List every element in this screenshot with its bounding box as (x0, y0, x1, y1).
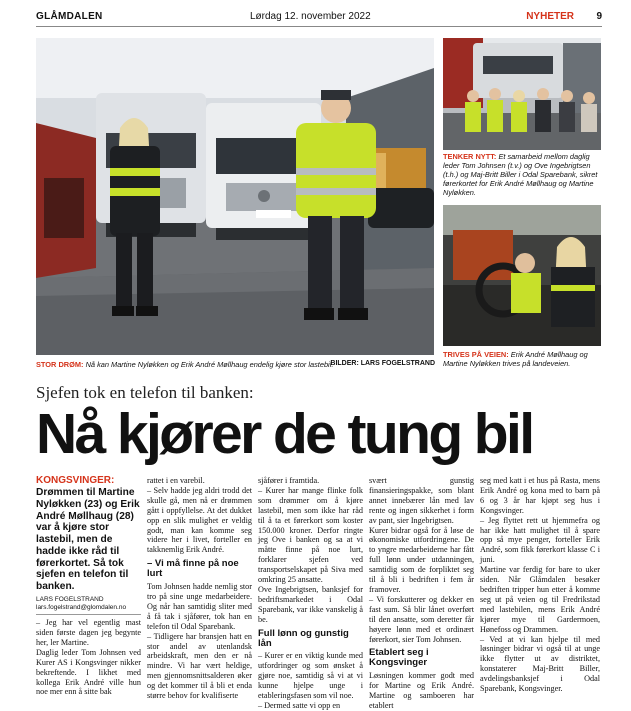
main-photo-illustration (36, 38, 434, 355)
issue-date: Lørdag 12. november 2022 (250, 11, 371, 22)
column-4-top: svært gunstig finansieringspakke, som blant annet innebærer lån med lav rente og ingen sikkerhet i form av pant, sier Ingebrigtsen. Kurer bidrar også for å løse de økonomiske utfordringene. De to yngre medarbeiderne har fått full lønn under utdanningen, samtidig som de forpliktet seg til å bli i bedriften i fem år framover. – Vi forskutterer og dekker en fast sum. Så blir lånet overført til den ansatte, som deretter får høyere lønn med et ordinært førerkort, sier Tom Johnsen. (369, 476, 474, 644)
article-column-3 (258, 476, 363, 710)
article-byline (36, 596, 141, 615)
column-3-body: – Kurer er en viktig kunde med utfordringer og som ønsket å gjøre noe, samtidig så vi at vi kunne hjelpe unge i etableringsfasen som vil noe. – Dermed satte vi opp en (258, 651, 363, 710)
main-photo (36, 38, 434, 355)
group-photo (443, 38, 601, 150)
subheading-etablert: Etablert seg i Kongsvinger (369, 647, 429, 669)
column-5-body: seg med katt i et hus på Rasta, mens Erik André og kona med to barn på 6 og 3 år har kjøpt seg hus i Kongsvinger. – Jeg flyttet rett ut hjemmefra og har ikke hatt mulighet til å spare opp så mye penger, forteller Erik André, som fikk førerkort klasse C i juni. Martine var ferdig for bare to uker siden. Når Glåmdalen besøker bedriften tripper hun etter å komme seg ut på veien og til Fredrikstad med lastebilen, mens Erik André kjører mye til Gardermoen, Hønefoss og Drammen. – Ved at vi kan hjelpe til med løsninger bidrar vi også til at unge ikke flytter ut av distriktet, konstaterer Maj-Britt Biller, avdelingsbanksjef i Odal Sparebank, Kongsvinger. (480, 476, 600, 694)
group-photo-illustration (443, 38, 601, 150)
article-column-5 (480, 476, 600, 694)
subheading-finne-paa-noe-lurt: – Vi må finne på noe lurt (147, 558, 239, 580)
byline-name: LARS FOGELSTRAND (36, 596, 104, 604)
article-kicker: Sjefen tok en telefon til banken: (36, 383, 254, 402)
main-caption-label: STOR DRØM: (36, 360, 84, 369)
page-header (36, 10, 602, 27)
article-column-4 (369, 476, 474, 710)
newspaper-name: GLÅMDALEN (36, 11, 103, 22)
column-2-body: Tom Johnsen hadde nemlig stor tro på sine unge medarbeidere. Og når han samtidig sliter med å få tak i sjåfører, tok han en telefon til Odal Sparebank. – Tidligere har bransjen hatt en stor andel av utenlandsk arbeidskraft, men den er nå mindre. Vi har vært heldige, men gjennomsnittsalderen øker og det kommer til å bli et enda større behov for kvalifiserte (147, 582, 252, 701)
group-caption-label: TENKER NYTT: (443, 152, 497, 161)
section-label: NYHETER (526, 11, 574, 22)
column-2-top: rattet i en varebil. – Selv hadde jeg aldri trodd det skulle gå, men nå er drømmen gått i oppfyllelse. At det dukket opp en slik mulighet er veldig godt, man kan komme seg videre her i livet, forteller en takknemlig Erik André. (147, 476, 252, 555)
article-dateline: KONGSVINGER: (36, 475, 115, 486)
column-1-body: – Jeg har vel egentlig mast siden første dagen jeg begynte her, ler Martine. Daglig leder Tom Johnsen ved Kurer AS i Kongsvinger nikker bekreftende. I likhet med kollega Erik André ville hun noe mer enn å sitte bak (36, 618, 141, 697)
cab-photo-caption (443, 350, 603, 368)
article-column-2 (147, 476, 252, 701)
column-4-body: Løsningen kommer godt med for Martine og Erik André. Martine og samboeren har etablert (369, 671, 474, 710)
byline-email: lars.fogelstrand@glomdalen.no (36, 604, 127, 612)
cab-photo (443, 205, 601, 346)
page-number: 9 (596, 11, 602, 22)
group-photo-caption (443, 152, 603, 197)
main-caption-text: Nå kan Martine Nyløkken og Erik André Møllhaug endelig kjøre stor lastebil. (85, 360, 334, 369)
article-headline: Nå kjører de tung bil (36, 402, 533, 466)
column-3-top: sjåfører i framtida. – Kurer har mange flinke folk som drømmer om å kjøre lastebil, men som ikke har råd til å ta et førerkort som koster 150.000 kroner. Derfor ringte jeg Ove i banken og sa at vi måtte finne på noe lurt, forklarer sjefen ved transportselskapet på Siva med omkring 25 ansatte. Ove Ingebrigtsen, banksjef for bedriftsmarkedet i Odal Sparebank, var ikke vanskelig å be. (258, 476, 363, 624)
cab-caption-label: TRIVES PÅ VEIEN: (443, 350, 509, 359)
cab-caption-text: Erik André Møllhaug og Martine Nyløkken trives på landeveien. (443, 350, 588, 368)
article-column-1 (36, 475, 141, 697)
cab-photo-illustration (443, 205, 601, 346)
photo-credit: BILDER: LARS FOGELSTRAND (330, 360, 435, 367)
subheading-full-lonn: Full lønn og gunstig lån (258, 627, 349, 649)
article-lede: Drømmen til Martine Nyløkken (23) og Erik André Møllhaug (28) var å kjøre stor lastebil, men de hadde ikke råd til førerkortet. Så tok sjefen en telefon til banken. (36, 486, 140, 593)
group-caption-text: Et samarbeid mellom daglig leder Tom Johnsen (t.v.) og Ove Ingebrigtsen (t.h.) og Maj-Britt Biller i Odal Sparebank, sikret førerkortet for Erik André Møllhaug og Martine Nyløkken. (443, 152, 598, 197)
